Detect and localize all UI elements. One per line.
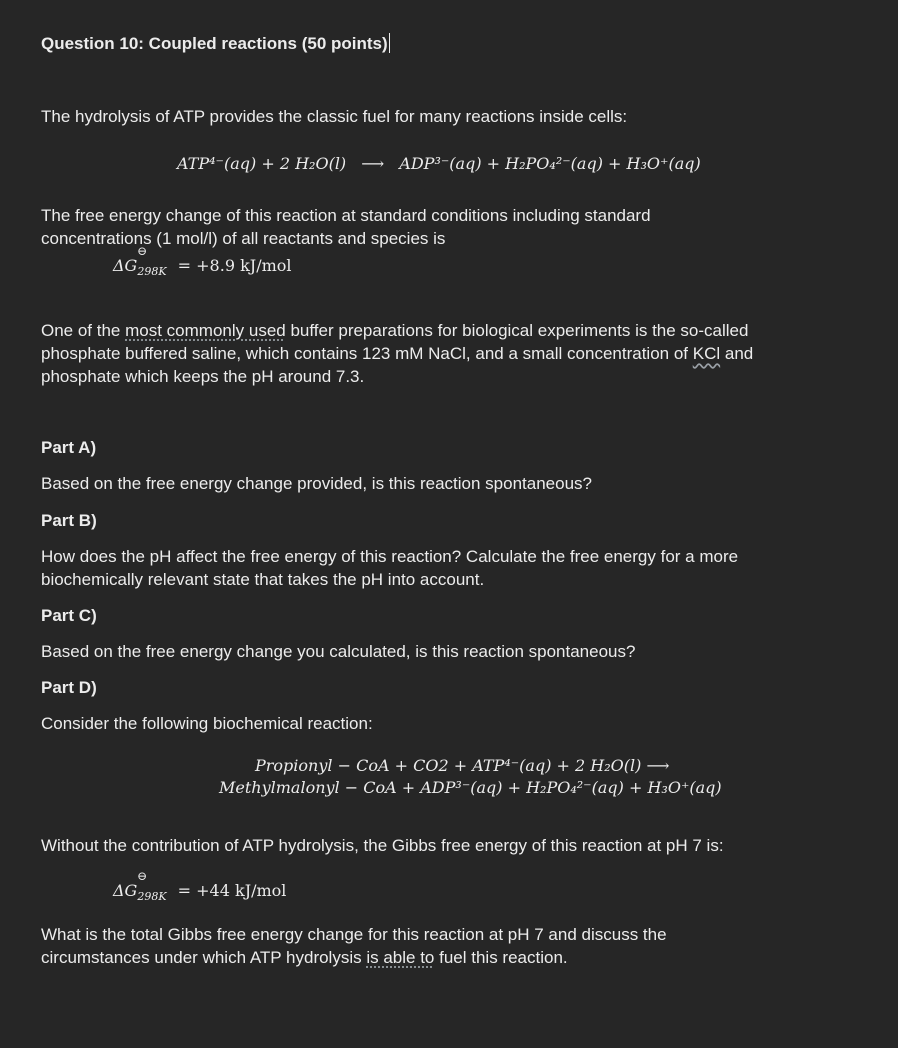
grammar-suggestion-is-able-to[interactable]: is able to — [366, 948, 435, 967]
part-d-question: Consider the following biochemical reaction: — [41, 714, 373, 733]
final-question-part: fuel this reaction. — [434, 948, 568, 967]
question-title-text: Question 10: Coupled reactions (50 points) — [41, 34, 388, 53]
part-b-question: How does the pH affect the free energy of this reaction? Calculate the free energy for a more biochemically relevant state that takes the pH into account. — [41, 547, 739, 589]
reaction-1 — [177, 154, 701, 173]
part-a-label: Part A) — [41, 438, 97, 457]
buffer-text — [41, 319, 831, 388]
question-title[interactable] — [41, 33, 390, 55]
reaction-1-arrow: ⟶ — [361, 154, 385, 173]
delta-g-1 — [113, 244, 292, 278]
standard-state-icon: ⊖ — [137, 244, 148, 258]
part-b-label: Part B) — [41, 511, 97, 530]
part-d-label: Part D) — [41, 678, 97, 697]
buffer-text-part: One of the — [41, 321, 126, 340]
buffer-text-part: buffer preparations for biological experiments is the so-called phosphate buffered saline, which contains 123 mM NaCl, and a small concentration of — [41, 321, 749, 363]
delta-g-1-subscript: 298K — [137, 265, 167, 278]
reaction-1-left: ATP⁴⁻(aq) + 2 H₂O(l) — [177, 154, 347, 173]
reaction-1-right: ADP³⁻(aq) + H₂PO₄²⁻(aq) + H₃O⁺(aq) — [399, 154, 701, 173]
final-question — [41, 923, 741, 969]
part-a-question: Based on the free energy change provided, is this reaction spontaneous? — [41, 474, 592, 493]
delta-g-2-subscript: 298K — [137, 890, 167, 903]
part-c-question: Based on the free energy change you calculated, is this reaction spontaneous? — [41, 642, 636, 661]
part-c-label: Part C) — [41, 606, 97, 625]
delta-g-2 — [113, 869, 287, 903]
delta-g-2-value: = +44 kJ/mol — [177, 881, 287, 900]
spelling-suggestion-kcl[interactable]: KCl — [692, 344, 721, 363]
grammar-suggestion-most-commonly-used[interactable]: most commonly used — [125, 321, 286, 340]
free-energy-text: The free energy change of this reaction at standard conditions including standard concentrations (1 mol/l) of all reactants and species is — [41, 206, 651, 248]
delta-g-1-symbol: ΔG — [113, 256, 138, 275]
delta-g-2-symbol: ΔG — [113, 881, 138, 900]
without-atp-text: Without the contribution of ATP hydrolysis, the Gibbs free energy of this reaction at pH 7 is: — [41, 836, 724, 855]
standard-state-icon: ⊖ — [137, 869, 148, 883]
intro-text: The hydrolysis of ATP provides the classic fuel for many reactions inside cells: — [41, 107, 628, 126]
delta-g-1-value: = +8.9 kJ/mol — [177, 256, 292, 275]
reaction-2-line-1: Propionyl − CoA + CO2 + ATP⁴⁻(aq) + 2 H₂O(l) ⟶ — [255, 756, 670, 775]
text-cursor — [389, 33, 390, 53]
reaction-2-line-2: Methylmalonyl − CoA + ADP³⁻(aq) + H₂PO₄²⁻(aq) + H₃O⁺(aq) — [219, 778, 722, 797]
final-question-part: What is the total Gibbs free energy change for this reaction at pH 7 and discuss the circumstances under which ATP hydrolysis — [41, 925, 667, 967]
buffer-text-part: and phosphate which keeps the pH around 7.3. — [41, 344, 754, 386]
